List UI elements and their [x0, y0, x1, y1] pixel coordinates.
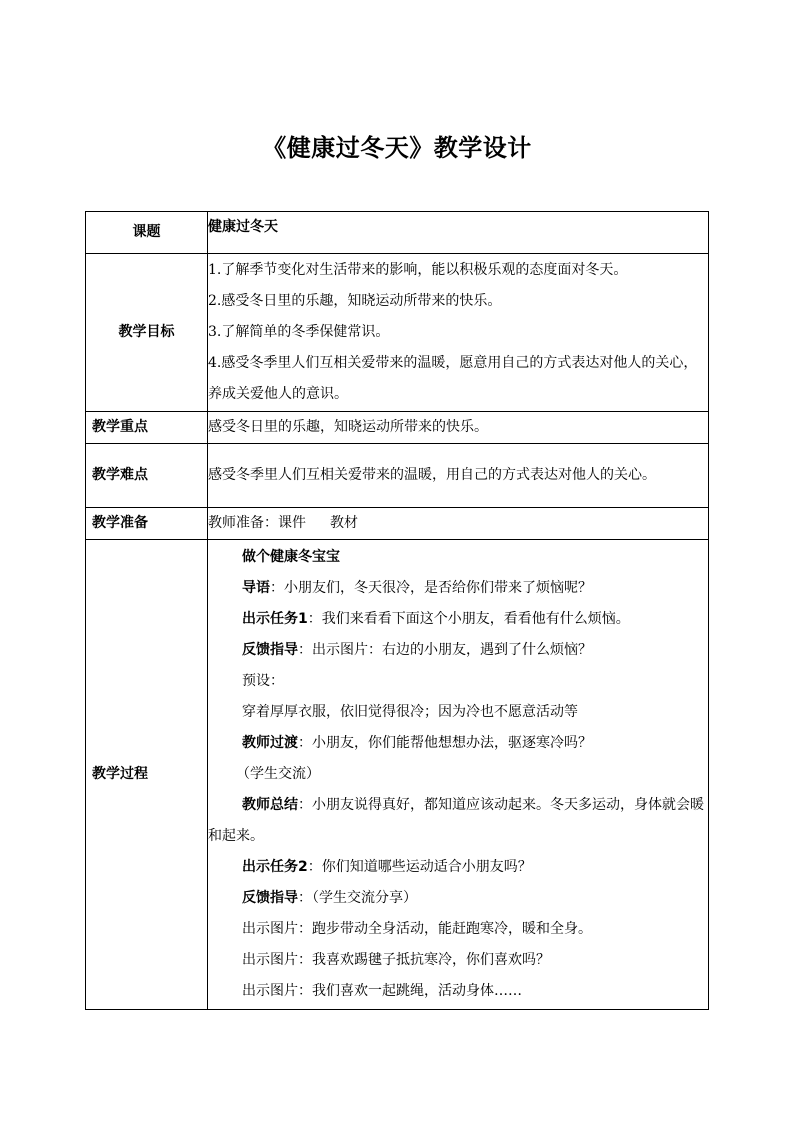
row-difficulties [86, 444, 709, 508]
lesson-plan-table [85, 211, 709, 1010]
process-line-text: ：我们来看看下面这个小朋友，看看他有什么烦恼。 [307, 611, 630, 627]
process-line-lead: 出示任务1 [242, 611, 308, 627]
process-line [208, 635, 708, 666]
topic-value [208, 212, 709, 254]
process-line-lead: 导语 [242, 580, 270, 596]
process-line-text: ：小朋友们，冬天很冷，是否给你们带来了烦恼呢？ [270, 580, 592, 596]
goals-value [208, 254, 709, 412]
process-line-text: ：出示图片：右边的小朋友，遇到了什么烦恼？ [298, 642, 592, 658]
preparation-material: 教材 [330, 515, 358, 531]
process-line [208, 604, 708, 635]
process-line [208, 728, 708, 759]
process-line-text: ：（学生交流分享） [298, 890, 417, 906]
process-value [208, 540, 709, 1010]
row-preparation [86, 508, 709, 540]
process-line [208, 914, 708, 945]
process-line-text: 穿着厚厚衣服，依旧觉得很冷；因为冷也不愿意活动等 [242, 704, 578, 720]
difficulties-label: 教学难点 [86, 444, 208, 508]
row-goals [86, 254, 709, 412]
topic-label: 课题 [86, 212, 208, 254]
row-process [86, 540, 709, 1010]
process-line [208, 790, 708, 852]
goals-label: 教学目标 [86, 254, 208, 412]
difficulties-text: 感受冬季里人们互相关爱带来的温暖，用自己的方式表达对他人的关心。 [208, 467, 656, 483]
topic-text: 健康过冬天 [208, 219, 278, 235]
process-line [208, 945, 708, 976]
goal-item: 3.了解简单的冬季保健常识。 [208, 324, 390, 340]
preparation-teacher: 教师准备：课件 [208, 515, 306, 531]
document-title: 《健康过冬天》教学设计 [262, 134, 532, 162]
process-line [208, 759, 708, 790]
process-line-text: 出示图片：跑步带动全身活动，能赶跑寒冷，暖和全身。 [242, 921, 592, 937]
process-line-text: 出示图片：我们喜欢一起跳绳，活动身体…… [242, 983, 522, 999]
process-line [208, 666, 708, 697]
goal-item: 1.了解季节变化对生活带来的影响，能以积极乐观的态度面对冬天。 [208, 262, 628, 278]
process-line [208, 852, 708, 883]
process-heading: 做个健康冬宝宝 [242, 549, 340, 565]
process-label: 教学过程 [86, 540, 208, 1010]
key-points-value: 感受冬日里的乐趣，知晓运动所带来的快乐。 [208, 412, 709, 444]
process-line-lead: 出示任务2 [242, 859, 308, 875]
key-points-label: 教学重点 [86, 412, 208, 444]
process-line-lead: 教师过渡 [242, 735, 298, 751]
process-line [208, 573, 708, 604]
process-line-text: 出示图片：我喜欢踢毽子抵抗寒冷，你们喜欢吗？ [242, 952, 550, 968]
preparation-label: 教学准备 [86, 508, 208, 540]
process-line-text: 预设： [242, 673, 284, 689]
goal-item: 4.感受冬季里人们互相关爱带来的温暖，愿意用自己的方式表达对他人的关心，养成关爱他人的意识。 [208, 355, 698, 402]
process-line-lead: 反馈指导 [242, 890, 298, 906]
process-line-text: ：小朋友，你们能帮他想想办法，驱逐寒冷吗？ [298, 735, 592, 751]
process-line-lead: 教师总结 [242, 797, 298, 813]
process-line-lead: 反馈指导 [242, 642, 298, 658]
preparation-value [208, 508, 709, 540]
process-line-text: ：小朋友说得真好，都知道应该动起来。冬天多运动，身体就会暖和起来。 [208, 797, 704, 844]
row-topic [86, 212, 709, 254]
process-line-text: （学生交流） [236, 766, 320, 782]
process-line [208, 697, 708, 728]
process-line [208, 883, 708, 914]
row-key-points [86, 412, 709, 444]
process-line-text: ：你们知道哪些运动适合小朋友吗？ [307, 859, 532, 875]
process-line [208, 976, 708, 1007]
goal-item: 2.感受冬日里的乐趣，知晓运动所带来的快乐。 [208, 293, 502, 309]
difficulties-value [208, 444, 709, 508]
